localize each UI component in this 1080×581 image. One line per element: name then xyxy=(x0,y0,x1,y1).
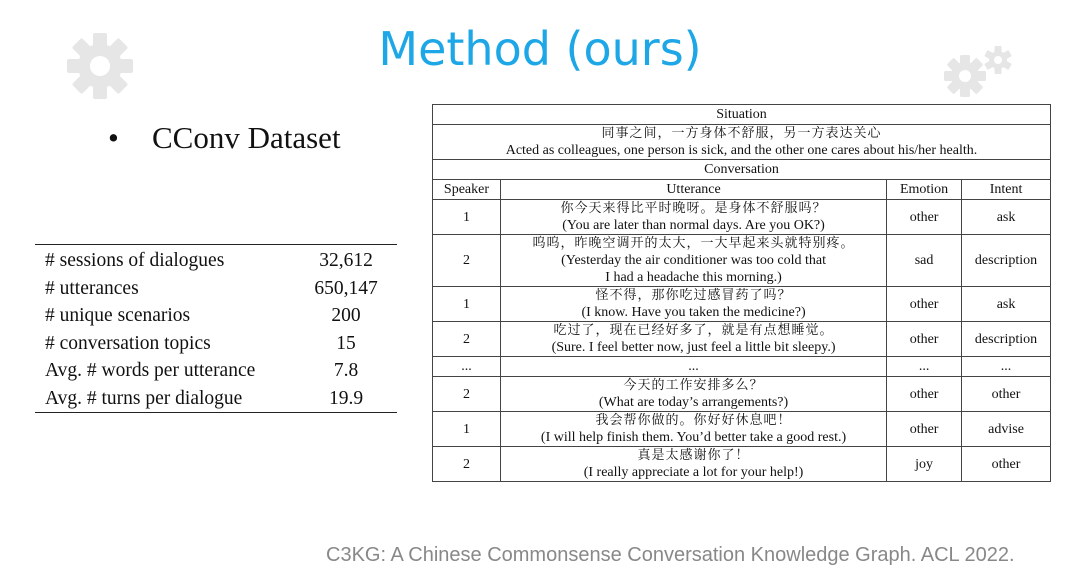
utterance-zh: 吃过了，现在已经好多了，就是有点想睡觉。 xyxy=(553,323,834,338)
emotion-cell: other xyxy=(887,377,962,412)
utterance-en: I had a headache this morning.) xyxy=(605,270,782,285)
stat-label: # conversation topics xyxy=(45,332,211,354)
intent-cell: description xyxy=(962,235,1051,287)
bullet-item xyxy=(108,120,341,156)
speaker-cell: 2 xyxy=(433,447,501,482)
table-row xyxy=(433,160,1051,180)
speaker-cell: 2 xyxy=(433,235,501,287)
table-row xyxy=(433,322,1051,357)
bullet-dot: • xyxy=(108,120,119,155)
utterance-cell: ... xyxy=(500,357,886,377)
column-header-emotion: Emotion xyxy=(887,180,962,200)
utterance-zh: 呜呜，昨晚空调开的太大，一大早起来头就特别疼。 xyxy=(532,236,855,251)
table-row xyxy=(433,287,1051,322)
speaker-cell: 1 xyxy=(433,412,501,447)
table-row xyxy=(35,330,397,358)
stat-label: Avg. # turns per dialogue xyxy=(45,387,243,409)
table-row xyxy=(35,385,397,413)
stat-value: 650,147 xyxy=(314,277,378,299)
table-row xyxy=(433,447,1051,482)
utterance-zh: 真是太感谢你了！ xyxy=(637,448,750,463)
column-header-intent: Intent xyxy=(962,180,1051,200)
utterance-cell xyxy=(500,200,886,235)
emotion-cell: other xyxy=(887,412,962,447)
utterance-en: (Sure. I feel better now, just feel a little bit sleepy.) xyxy=(551,340,836,355)
table-header-row xyxy=(433,180,1051,200)
utterance-zh: 你今天来得比平时晚呀。是身体不舒服吗？ xyxy=(560,201,827,216)
utterance-cell xyxy=(500,412,886,447)
situation-cell xyxy=(433,125,1051,160)
intent-cell: advise xyxy=(962,412,1051,447)
utterance-cell xyxy=(500,377,886,412)
column-header-speaker: Speaker xyxy=(433,180,501,200)
stat-value: 200 xyxy=(331,305,361,327)
emotion-cell: joy xyxy=(887,447,962,482)
bullet-text: CConv Dataset xyxy=(152,120,341,155)
utterance-en: (I will help finish them. You’d better take a good rest.) xyxy=(540,430,847,445)
speaker-cell: 2 xyxy=(433,322,501,357)
utterance-en: (I really appreciate a lot for your help!) xyxy=(583,465,804,480)
table-row xyxy=(433,105,1051,125)
emotion-cell: other xyxy=(887,322,962,357)
situation-zh: 同事之间，一方身体不舒服，另一方表达关心 xyxy=(601,126,882,141)
intent-cell: description xyxy=(962,322,1051,357)
stat-label: # unique scenarios xyxy=(45,305,191,327)
utterance-cell xyxy=(500,447,886,482)
table-row xyxy=(433,200,1051,235)
utterance-zh: 我会帮你做的。你好好休息吧！ xyxy=(595,413,792,428)
utterance-cell xyxy=(500,322,886,357)
table-row xyxy=(433,357,1051,377)
column-header-utterance: Utterance xyxy=(500,180,886,200)
stat-value: 15 xyxy=(336,332,356,354)
stat-label: # utterances xyxy=(45,277,139,299)
utterance-en: (You are later than normal days. Are you OK?) xyxy=(562,218,825,233)
intent-cell: ask xyxy=(962,287,1051,322)
utterance-zh: 今天的工作安排多么？ xyxy=(623,378,764,393)
table-row xyxy=(35,275,397,303)
slide-title: Method (ours) xyxy=(378,22,702,76)
stat-value: 32,612 xyxy=(319,250,373,272)
intent-cell: other xyxy=(962,377,1051,412)
table-row xyxy=(433,125,1051,160)
situation-header: Situation xyxy=(433,105,1051,125)
utterance-zh: 怪不得，那你吃过感冒药了吗？ xyxy=(595,288,792,303)
emotion-cell: other xyxy=(887,200,962,235)
utterance-en: (Yesterday the air conditioner was too cold that xyxy=(561,253,826,268)
utterance-en: (I know. Have you taken the medicine?) xyxy=(581,305,806,320)
speaker-cell: 2 xyxy=(433,377,501,412)
conversation-header: Conversation xyxy=(433,160,1051,180)
utterance-en: (What are today’s arrangements?) xyxy=(598,395,789,410)
speaker-cell: 1 xyxy=(433,287,501,322)
stat-value: 19.9 xyxy=(328,387,364,409)
emotion-cell: sad xyxy=(887,235,962,287)
table-row xyxy=(35,302,397,330)
intent-cell: ... xyxy=(962,357,1051,377)
citation: C3KG: A Chinese Commonsense Conversation Knowledge Graph. ACL 2022. xyxy=(326,544,1015,566)
stat-label: Avg. # words per utterance xyxy=(45,360,256,382)
utterance-cell xyxy=(500,235,886,287)
stat-value: 7.8 xyxy=(333,360,359,382)
conversation-example-table xyxy=(432,104,1051,482)
table-row xyxy=(433,377,1051,412)
emotion-cell: ... xyxy=(887,357,962,377)
stat-label: # sessions of dialogues xyxy=(45,250,225,272)
table-row xyxy=(433,412,1051,447)
intent-cell: other xyxy=(962,447,1051,482)
emotion-cell: other xyxy=(887,287,962,322)
table-row xyxy=(35,245,397,275)
intent-cell: ask xyxy=(962,200,1051,235)
dataset-stats-table xyxy=(35,244,397,413)
speaker-cell: ... xyxy=(433,357,501,377)
table-row xyxy=(35,357,397,385)
situation-en: Acted as colleagues, one person is sick, and the other one cares about his/her health. xyxy=(505,143,978,158)
table-row xyxy=(433,235,1051,287)
utterance-cell xyxy=(500,287,886,322)
speaker-cell: 1 xyxy=(433,200,501,235)
